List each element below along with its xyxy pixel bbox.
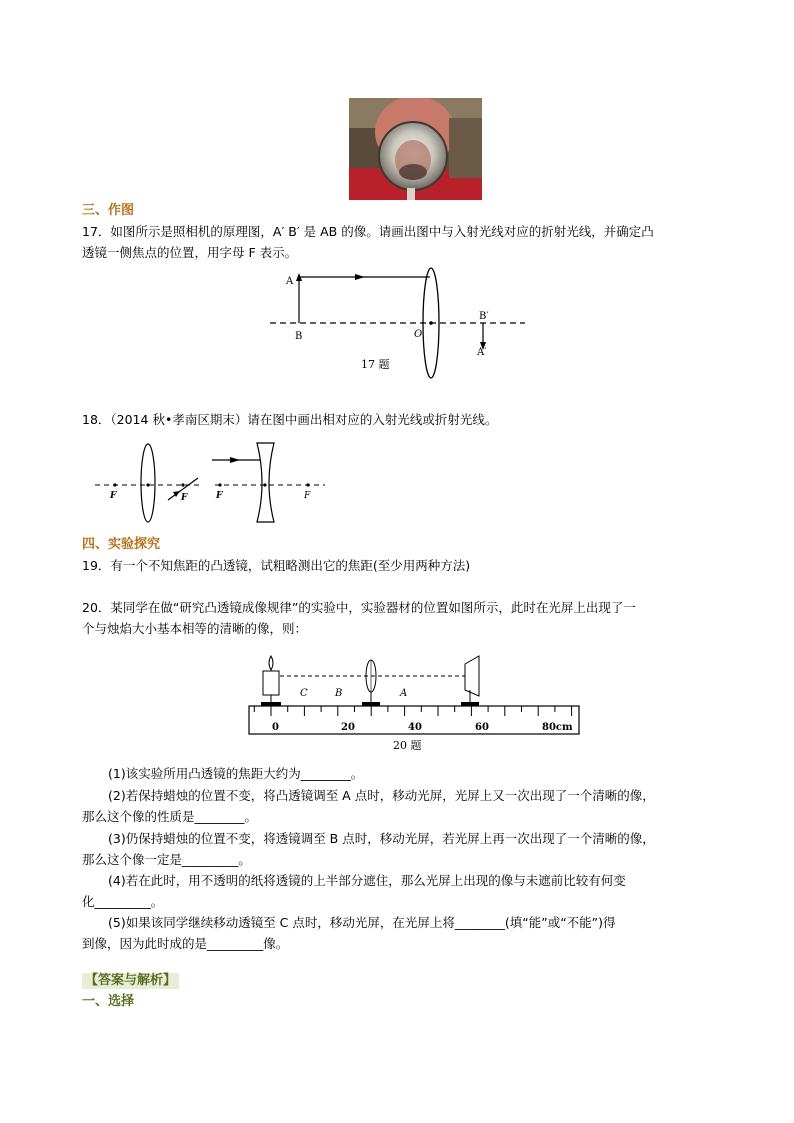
svg-text:C: C [300, 688, 308, 699]
convex-lens [141, 444, 155, 522]
q17-caption: 17 题 [361, 358, 390, 371]
q20-item-5-cont: 到像，因为此时成的是_________像。 [82, 936, 289, 951]
q17-text-line1: 17．如图所示是照相机的原理图，A′ B′ 是 AB 的像。请画出图中与入射光线对应的折射光线，并确定凸 [82, 224, 654, 239]
label-b: B [295, 331, 303, 342]
choice-heading: 一、选择 [82, 994, 135, 1009]
q17-text-line2: 透镜一侧焦点的位置，用字母 F 表示。 [82, 245, 298, 260]
q19-text: 19．有一个不知焦距的凸透镜，试粗略测出它的焦距(至少用两种方法) [82, 558, 471, 573]
svg-text:A: A [400, 688, 408, 699]
q17-camera-diagram [265, 265, 530, 383]
label-b-prime: B′ [479, 311, 489, 322]
q20-text-line2: 个与烛焰大小基本相等的清晰的像，则： [82, 621, 308, 636]
section-drawing-heading: 三、作图 [82, 203, 135, 218]
svg-text:40: 40 [408, 722, 422, 733]
label-a-prime: A′ [477, 347, 487, 358]
flame-icon [269, 656, 273, 670]
section-experiment-heading: 四、实验探究 [82, 537, 161, 552]
q20-item-3: (3)仍保持蜡烛的位置不变，将透镜调至 B 点时，移动光屏，若光屏上再一次出现了一个清晰的像， [108, 831, 655, 846]
svg-text:F: F [216, 491, 223, 501]
candle [263, 671, 279, 695]
q20-item-3-cont: 那么这个像一定是_________。 [82, 852, 251, 867]
svg-text:0: 0 [272, 722, 279, 733]
concave-lens [257, 443, 274, 522]
answers-heading: 【答案与解析】 [82, 973, 179, 989]
q20-item-2: (2)若保持蜡烛的位置不变，将凸透镜调至 A 点时，移动光屏，光屏上又一次出现了一个清晰的像， [108, 788, 655, 803]
svg-text:F: F [181, 493, 188, 503]
optical-center-dot [429, 321, 433, 325]
q20-caption: 20 题 [393, 739, 422, 752]
light-screen [465, 656, 479, 696]
q20-item-4-cont: 化_________。 [82, 894, 164, 909]
q20-item-5: (5)如果该同学继续移动透镜至 C 点时，移动光屏，在光屏上将________(填“能”或“不能”)得 [108, 915, 616, 930]
svg-text:60: 60 [475, 722, 489, 733]
q20-text-line1: 20．某同学在做“研究凸透镜成像规律”的实验中，实验器材的位置如图所示，此时在光屏上出现了一 [82, 600, 636, 615]
svg-text:F: F [304, 491, 311, 501]
label-o: O [414, 329, 423, 340]
ray-arrow-icon [355, 274, 365, 280]
q20-item-2-cont: 那么这个像的性质是________。 [82, 809, 258, 824]
svg-text:20: 20 [341, 722, 355, 733]
svg-text:80cm: 80cm [542, 722, 573, 733]
svg-text:B: B [335, 688, 343, 699]
q20-optical-bench [245, 648, 585, 756]
magnifier-photo [349, 98, 482, 200]
svg-text:F: F [110, 491, 117, 501]
q18-lens-diagrams [90, 440, 330, 525]
ray-arrow-icon [230, 457, 240, 463]
q18-text: 18．（2014 秋•孝南区期末）请在图中画出相对应的入射光线或折射光线。 [82, 412, 498, 427]
q20-item-1: (1)该实验所用凸透镜的焦距大约为________。 [108, 766, 364, 781]
label-a: A [286, 276, 294, 287]
q20-item-4: (4)若在此时，用不透明的纸将透镜的上半部分遮住，那么光屏上出现的像与未遮前比较有何变 [108, 873, 626, 888]
